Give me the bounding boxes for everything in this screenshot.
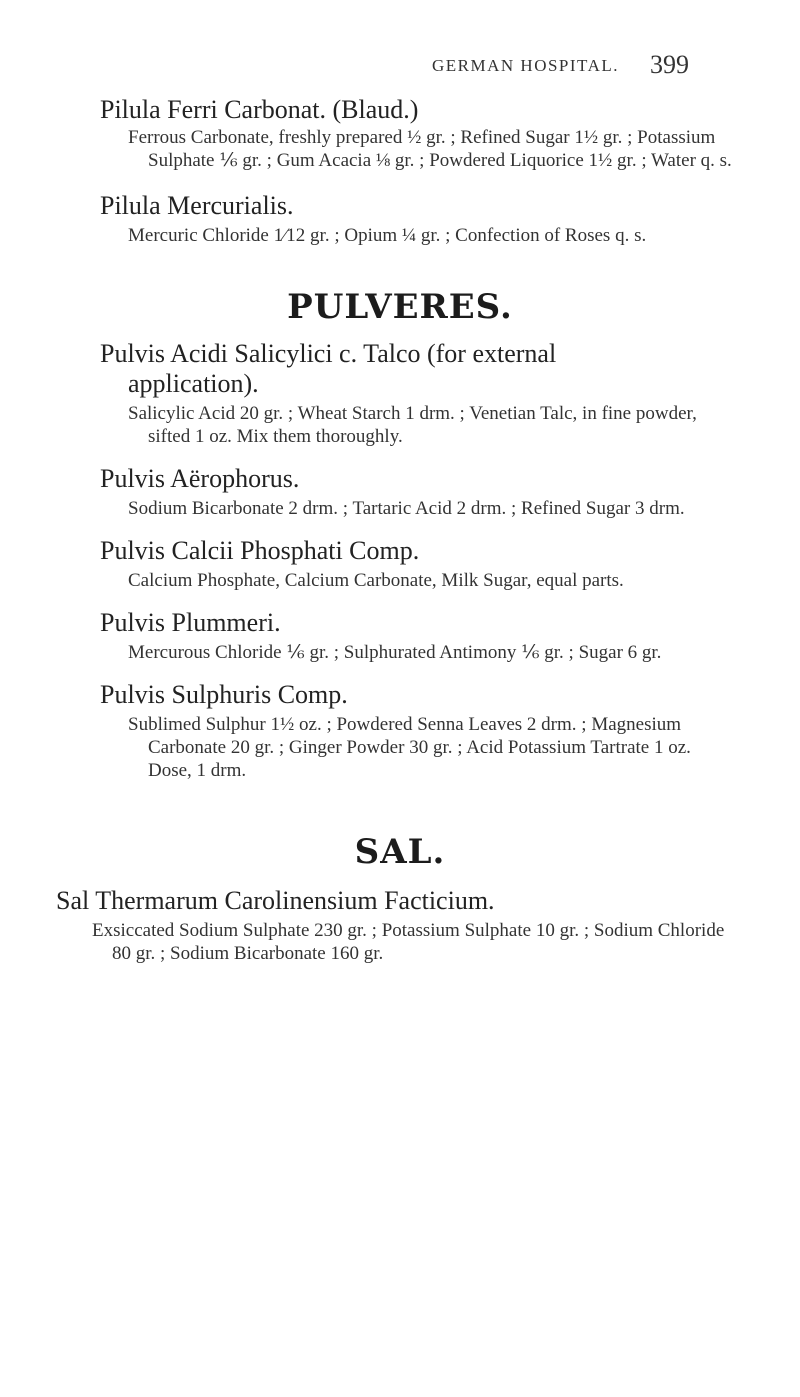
section-heading-sal: SAL. xyxy=(354,832,446,872)
running-title: GERMAN HOSPITAL. xyxy=(432,56,619,75)
running-head xyxy=(0,50,800,92)
entry-title xyxy=(100,339,740,399)
page-content xyxy=(0,95,800,965)
entry-pilula-mercurialis xyxy=(0,191,800,247)
entry-body: Ferrous Carbonate, freshly prepared ½ gr. ; Refined Sugar 1½ gr. ; Potassium Sulphate ⅙ gr. ; Gum Acacia ⅛ gr. ; Powdered Liquorice 1½ gr. ; Water q. s. xyxy=(128,127,732,171)
section-heading-pulveres: PULVERES. xyxy=(287,287,513,327)
entry-body: Sublimed Sulphur 1½ oz. ; Powdered Senna Leaves 2 drm. ; Magnesium Carbonate 20 gr. ; Ginger Powder 30 gr. ; Acid Potassium Tartrate 1 oz. Dose, 1 drm. xyxy=(128,714,691,781)
entry-pulvis-plummeri xyxy=(0,608,800,664)
entry-title: Sal Thermarum Carolinensium Facticium. xyxy=(56,886,495,915)
entry-pulvis-acidi-salicylici xyxy=(0,339,800,448)
entry-title: Pilula Mercurialis. xyxy=(100,191,294,220)
entry-body: Mercurous Chloride ⅙ gr. ; Sulphurated Antimony ⅙ gr. ; Sugar 6 gr. xyxy=(128,642,662,663)
entry-pulvis-aerophorus xyxy=(0,464,800,520)
entry-title-line: application). xyxy=(128,369,259,398)
entry-title: Pulvis Aërophorus. xyxy=(100,464,300,493)
entry-title: Pulvis Calcii Phosphati Comp. xyxy=(100,536,420,565)
entry-title: Pulvis Plummeri. xyxy=(100,608,281,637)
entry-title: Pulvis Sulphuris Comp. xyxy=(100,680,348,709)
entry-sal-thermarum xyxy=(0,886,800,965)
entry-title: Pilula Ferri Carbonat. (Blaud.) xyxy=(100,95,419,124)
entry-pilula-ferri xyxy=(0,95,800,172)
entry-body: Sodium Bicarbonate 2 drm. ; Tartaric Acid 2 drm. ; Refined Sugar 3 drm. xyxy=(128,498,685,519)
entry-body: Salicylic Acid 20 gr. ; Wheat Starch 1 drm. ; Venetian Talc, in fine powder, sifted 1 oz. Mix them thoroughly. xyxy=(128,403,697,447)
entry-body: Mercuric Chloride 1⁄12 gr. ; Opium ¼ gr. ; Confection of Roses q. s. xyxy=(128,225,647,246)
entry-body: Exsiccated Sodium Sulphate 230 gr. ; Potassium Sulphate 10 gr. ; Sodium Chloride 80 gr. ; Sodium Bicarbonate 160 gr. xyxy=(92,920,725,964)
page-number: 399 xyxy=(650,50,689,79)
entry-title-line: Pulvis Acidi Salicylici c. Talco (for external xyxy=(100,339,557,368)
entry-body: Calcium Phosphate, Calcium Carbonate, Milk Sugar, equal parts. xyxy=(128,570,624,591)
entry-pulvis-calcii-phosphati xyxy=(0,536,800,592)
entry-pulvis-sulphuris xyxy=(0,680,800,782)
